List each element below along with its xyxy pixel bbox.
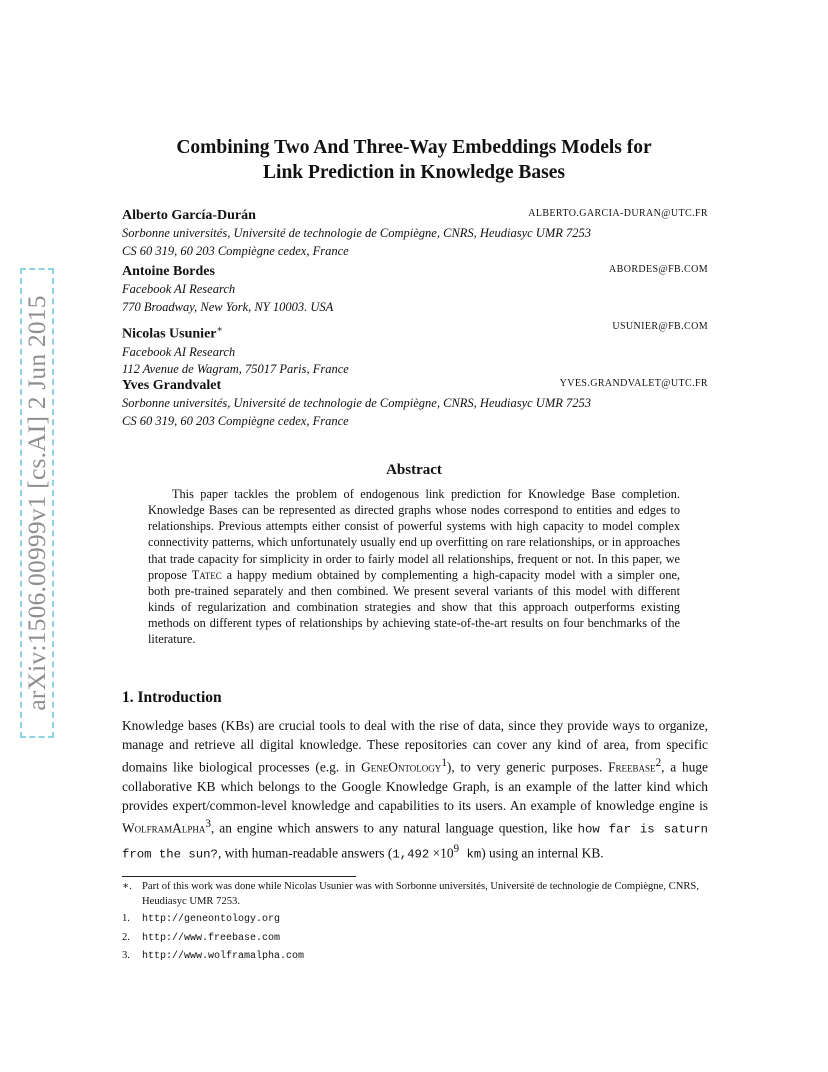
author-affiliation: Sorbonne universités, Université de technologie de Compiègne, CNRS, Heudiasyc UMR 7253 [122, 396, 592, 410]
intro-text: Knowledge bases (KBs) are crucial tools to deal with the rise of data, since they provide ways to organize, manage and retrieve all digital knowledge. These repositories can cover any kind of area, from specific domains like biological processes (e.g. in [122, 718, 708, 775]
author-affiliation: Facebook AI Research [122, 282, 236, 296]
answer-exponent: 9 [453, 843, 460, 856]
code-unit: km [459, 847, 482, 862]
footnote-mark: ∗. [122, 881, 132, 892]
abstract-heading: Abstract [386, 462, 442, 478]
footnote-ref[interactable]: 3 [205, 818, 211, 831]
footnote-item [122, 880, 708, 909]
author-block [122, 320, 708, 379]
author-email[interactable]: USUNIER@FB.COM [612, 321, 708, 332]
footnote-mark: 2. [122, 931, 130, 943]
footnote-link[interactable]: http://geneontology.org [142, 914, 281, 925]
intro-text: , a huge collaborative KB which belongs to the Google Knowledge Graph, is an example of the latter kind which provides expert/common-level knowledge and capabilities to its users. An example of knowledge engine is [122, 759, 708, 814]
author-affiliation: Sorbonne universités, Université de technologie de Compiègne, CNRS, Heudiasyc UMR 7253 [122, 226, 592, 240]
freebase-name: Freebase [608, 759, 656, 775]
author-name: Nicolas Usunier [122, 326, 217, 342]
footnote-mark: 1. [122, 913, 130, 924]
footnote-ref[interactable]: 1 [441, 757, 447, 770]
title-line-2: Link Prediction in Knowledge Bases [263, 162, 565, 183]
author-block [122, 377, 708, 430]
intro-text: ), to very generic purposes. [446, 759, 609, 775]
intro-text: , an engine which answers to any natural language question, like [210, 820, 578, 836]
author-address: CS 60 319, 60 203 Compiègne cedex, France [122, 413, 349, 428]
model-name: Tatec [191, 567, 222, 582]
author-name: Antoine Bordes [122, 264, 215, 279]
author-email[interactable]: ABORDES@FB.COM [609, 264, 708, 275]
footnote-item [122, 912, 708, 928]
author-block [122, 263, 708, 316]
footnote-ref[interactable]: 2 [655, 757, 662, 770]
title-line-1: Combining Two And Three-Way Embeddings Models for [176, 137, 652, 158]
author-email[interactable]: YVES.GRANDVALET@UTC.FR [559, 378, 708, 389]
footnote-link[interactable]: http://www.wolframalpha.com [142, 951, 305, 962]
intro-text: , with human-readable answers ( [217, 845, 393, 861]
introduction-paragraph [122, 716, 708, 865]
footnotes [122, 880, 708, 968]
wolframalpha-name: WolframAlpha [122, 820, 206, 836]
footnote-item [122, 949, 708, 965]
footnote-mark: 3. [122, 950, 130, 961]
abstract-text-1: This paper tackles the problem of endogenous link prediction for Knowledge Base completion. Knowledge Bases can be represented as directed graphs whose nodes correspond to entities and edges to relationships. Previous attempts either consist of powerful systems with high capacity to model complex connectivity patterns, which unfortunately usually end up overfitting on rare relationships, or in approaches that trade capacity for simplicity in order to fairly model all relationships, frequent or not. In this paper, we propose [148, 487, 680, 582]
answer-times: ×10 [429, 845, 454, 861]
author-name: Yves Grandvalet [122, 378, 222, 393]
abstract-body [148, 486, 680, 648]
author-block [122, 207, 708, 260]
code-question: how far is saturn from the sun? [122, 822, 708, 862]
paper-title [100, 135, 728, 185]
footnote-text: Part of this work was done while Nicolas Usunier was with Sorbonne universités, Université de technologie de Compiègne, CNRS, Heudiasyc UMR 7253. [142, 881, 699, 907]
author-footnote-mark: ∗ [216, 324, 223, 334]
author-address: 770 Broadway, New York, NY 10003. USA [122, 299, 334, 314]
author-address: CS 60 319, 60 203 Compiègne cedex, France [122, 243, 349, 258]
footnote-divider [122, 876, 356, 877]
intro-text: ) using an internal KB. [481, 845, 604, 861]
author-address: 112 Avenue de Wagram, 75017 Paris, France [122, 362, 349, 377]
author-name: Alberto García-Durán [122, 208, 256, 223]
footnote-link[interactable]: http://www.freebase.com [142, 932, 281, 944]
introduction-body [122, 716, 708, 865]
footnote-item [122, 931, 708, 947]
section-heading: 1. Introduction [122, 689, 222, 706]
author-affiliation: Facebook AI Research [122, 344, 236, 359]
abstract-text-2: a happy medium obtained by complementing a high-capacity model with a simpler one, both pre-trained separately and then combined. We present several variants of this model with different kinds of regularization and combination strategies and show that this approach outperforms existing methods on different types of relationships by achieving state-of-the-art results on four benchmarks of the literature. [148, 567, 680, 647]
abstract-paragraph [148, 486, 680, 648]
geneontology-name: GeneOntology [361, 759, 442, 775]
author-email[interactable]: ALBERTO.GARCIA-DURAN@UTC.FR [528, 208, 708, 219]
code-answer: 1,492 [392, 847, 430, 862]
arxiv-identifier[interactable]: arXiv:1506.00999v1 [cs.AI] 2 Jun 2015 [22, 295, 51, 711]
